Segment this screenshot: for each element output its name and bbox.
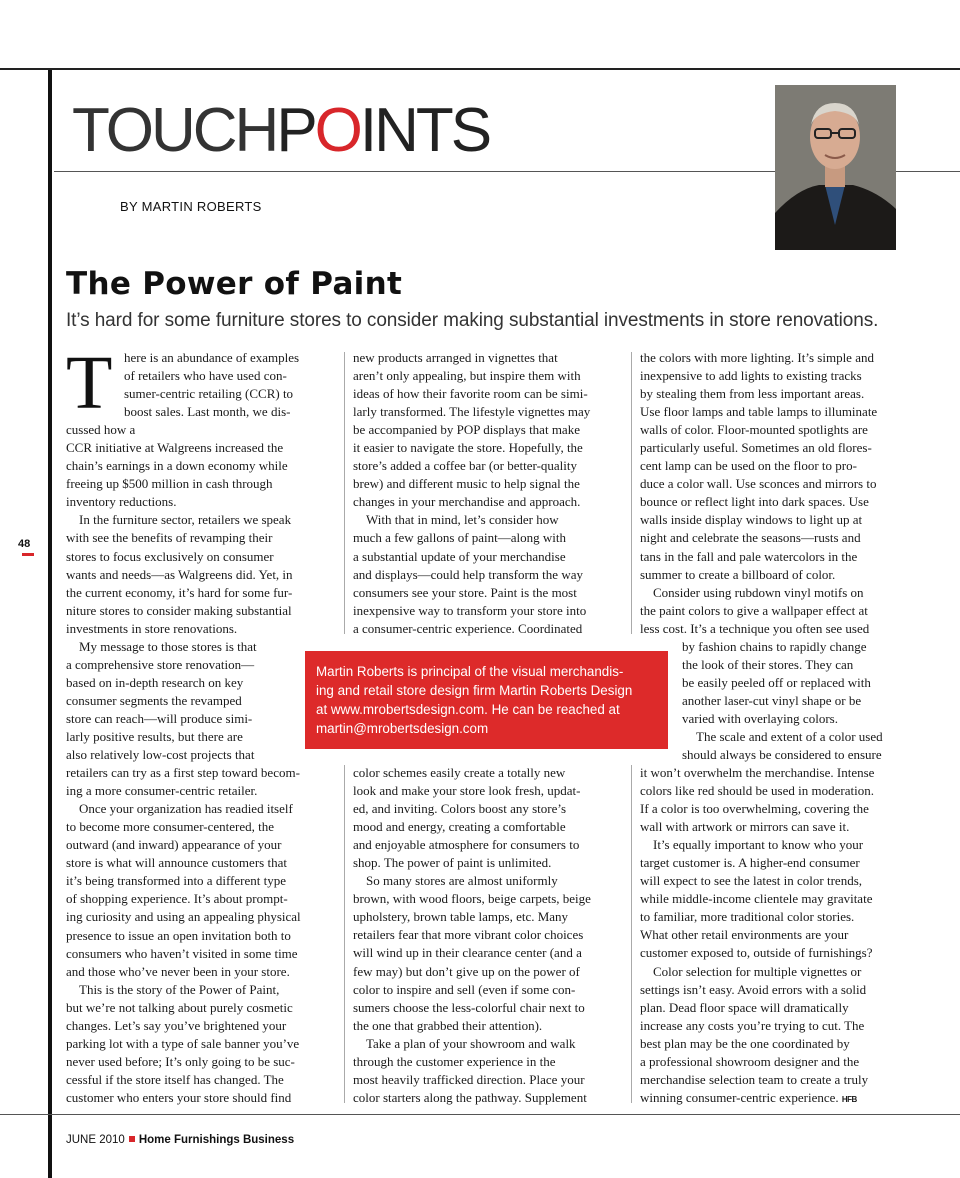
body-line: retailers can try as a first step toward becom- — [66, 765, 300, 781]
body-column-3-top — [640, 349, 910, 764]
body-line: upholstery, brown table lamps, etc. Many — [353, 909, 569, 925]
body-line: plan. Dead floor space will dramatically — [640, 999, 849, 1015]
body-line: cussed how a — [66, 422, 136, 438]
body-line: a substantial update of your merchandise — [353, 548, 566, 564]
body-line: few may) but don’t give up on the power of — [353, 963, 580, 979]
body-line: brew) and different music to help signal the — [353, 476, 580, 492]
callout-text — [316, 662, 632, 738]
column-rule — [631, 352, 632, 634]
page-footer — [66, 1134, 294, 1146]
body-line: here is an abundance of examples — [124, 350, 300, 365]
body-line: This is the story of the Power of Paint, — [79, 981, 280, 997]
body-line: Use floor lamps and table lamps to illuminate — [640, 404, 878, 420]
masthead-part2: P — [276, 96, 315, 165]
body-line: particularly useful. Sometimes an old flores- — [640, 440, 872, 456]
end-mark: HFB — [841, 1094, 857, 1104]
body-line: the look of their stores. They can — [682, 656, 854, 672]
body-column-2-bottom — [353, 764, 623, 1107]
column-rule — [631, 765, 632, 1103]
body-line: changes. Let’s say you’ve brightened your — [66, 1017, 287, 1033]
body-line: the one that grabbed their attention). — [353, 1017, 543, 1033]
column-rule — [344, 352, 345, 634]
body-line: another laser-cut vinyl shape or be — [682, 692, 862, 708]
body-line: The scale and extent of a color used — [696, 728, 883, 744]
body-line: sumers choose the less-colorful chair next to — [353, 999, 585, 1015]
callout-line: ing and retail store design firm Martin Roberts Design — [316, 683, 633, 698]
body-line: sumer-centric retailing (CCR) to — [124, 386, 294, 402]
body-line: but we’re not talking about purely cosmetic — [66, 999, 293, 1015]
body-line: the colors with more lighting. It’s simple and — [640, 350, 874, 365]
body-line: parking lot with a type of sale banner you’ve — [66, 1035, 300, 1051]
body-line: changes in your merchandise and approach. — [353, 494, 581, 510]
masthead-part1: TOUCH — [72, 96, 277, 165]
body-line: CCR initiative at Walgreens increased the — [66, 440, 284, 456]
footer-publication: Home Furnishings Business — [138, 1134, 295, 1146]
body-line: increase any costs you’re trying to cut. The — [640, 1017, 865, 1033]
body-line: ing a more consumer-centric retailer. — [66, 783, 258, 799]
body-line: cessful if the store itself has changed. The — [66, 1071, 284, 1087]
body-line: chain’s earnings in a down economy while — [66, 458, 288, 474]
body-line: larly positive results, but there are — [66, 728, 243, 744]
body-line: brown, with wood floors, beige carpets, beige — [353, 891, 591, 907]
body-line: less cost. It’s a technique you often see used — [640, 620, 870, 636]
callout-line: at www.mrobertsdesign.com. He can be reached at — [316, 702, 620, 717]
body-line: color to inspire and sell (even if some con- — [353, 981, 576, 997]
body-line: store is what will announce customers that — [66, 855, 287, 871]
body-line: niture stores to consider making substantial — [66, 602, 292, 618]
callout-line: martin@mrobertsdesign.com — [316, 721, 489, 736]
body-line: What other retail environments are your — [640, 927, 849, 943]
body-line: freeing up $500 million in cash through — [66, 476, 273, 492]
body-line: colors like red should be used in moderation. — [640, 783, 874, 799]
body-line: bounce or reflect light into dark spaces. Use — [640, 494, 869, 510]
body-line: will expect to see the latest in color trends, — [640, 873, 863, 889]
body-line: It’s equally important to know who your — [653, 837, 864, 853]
body-line: most heavily trafficked direction. Place your — [353, 1071, 585, 1087]
body-line: duce a color wall. Use sconces and mirrors to — [640, 476, 877, 492]
author-bio-callout — [305, 651, 668, 749]
body-line: the current economy, it’s hard for some fur- — [66, 584, 293, 600]
body-line: inventory reductions. — [66, 494, 177, 510]
body-line: Take a plan of your showroom and walk — [366, 1035, 576, 1051]
body-line: also relatively low-cost projects that — [66, 747, 255, 763]
body-line: mood and energy, creating a comfortable — [353, 819, 566, 835]
body-line: best plan may be the one coordinated by — [640, 1035, 850, 1051]
body-line: of shopping experience. It’s about prompt- — [66, 891, 288, 907]
body-line: it won’t overwhelm the merchandise. Intense — [640, 765, 875, 780]
callout-line: Martin Roberts is principal of the visual merchandis- — [316, 664, 624, 679]
body-line: presence to issue an open invitation both to — [66, 927, 291, 943]
body-line: never used before; It’s only going to be suc- — [66, 1053, 295, 1069]
body-line: a comprehensive store renovation— — [66, 656, 255, 672]
body-line: it easier to navigate the store. Hopefully, the — [353, 440, 583, 456]
body-line: Consider using rubdown vinyl motifs on — [653, 584, 864, 600]
body-line: wall with artwork or mirrors can save it. — [640, 819, 850, 835]
body-line: look and make your store look fresh, updat- — [353, 783, 581, 799]
body-line: walls inside display windows to light up at — [640, 512, 863, 528]
page-number: 48 — [18, 538, 31, 550]
footer-square-icon — [129, 1136, 135, 1142]
body-line: shop. The power of paint is unlimited. — [353, 855, 552, 871]
column-rule — [344, 765, 345, 1103]
body-line: store can reach—will produce simi- — [66, 710, 253, 726]
body-line: color schemes easily create a totally new — [353, 765, 566, 780]
body-line: be easily peeled off or replaced with — [682, 674, 871, 690]
body-line: customer exposed to, outside of furnishings? — [640, 945, 873, 961]
body-line: wants and needs—as Walgreens did. Yet, in — [66, 566, 293, 582]
body-line: stores to focus exclusively on consumer — [66, 548, 274, 564]
body-line: ed, and inviting. Colors boost any store’s — [353, 801, 567, 817]
body-line: color starters along the pathway. Supplement — [353, 1089, 587, 1105]
body-line: it’s being transformed into a different type — [66, 873, 286, 889]
body-line: target customer is. A higher-end consumer — [640, 855, 860, 871]
body-line: and enjoyable atmosphere for consumers to — [353, 837, 580, 853]
body-line: inexpensive to add lights to existing tracks — [640, 368, 862, 384]
body-line: Color selection for multiple vignettes or — [653, 963, 862, 979]
body-line: will wind up in their clearance center (and a — [353, 945, 582, 961]
masthead-red-o: O — [314, 96, 360, 165]
body-line: to familiar, more traditional color stories. — [640, 909, 855, 925]
body-line: walls of color. Floor-mounted spotlights are — [640, 422, 868, 438]
body-line: investments in store renovations. — [66, 620, 238, 636]
body-line: through the customer experience in the — [353, 1053, 556, 1069]
article-dek: It’s hard for some furniture stores to consider making substantial investments in store renovations. — [66, 310, 879, 331]
body-line: retailers fear that more vibrant color choices — [353, 927, 584, 943]
body-line: much a few gallons of paint—along with — [353, 530, 567, 546]
body-line: consumer segments the revamped — [66, 692, 242, 708]
body-line: of retailers who have used con- — [124, 368, 287, 384]
body-line: ing curiosity and using an appealing physical — [66, 909, 301, 925]
body-column-3-bottom — [640, 764, 910, 1109]
left-margin-bar — [48, 70, 52, 1178]
body-line: In the furniture sector, retailers we speak — [79, 512, 292, 528]
body-line: to become more consumer-centered, the — [66, 819, 275, 835]
body-line: by fashion chains to rapidly change — [682, 638, 867, 654]
body-line: new products arranged in vignettes that — [353, 350, 558, 365]
body-line: cent lamp can be used on the floor to pro- — [640, 458, 857, 474]
body-line: inexpensive way to transform your store into — [353, 602, 587, 618]
body-line: If a color is too overwhelming, covering the — [640, 801, 869, 817]
body-line: summer to create a billboard of color. — [640, 566, 836, 582]
body-line: settings isn’t easy. Avoid errors with a solid — [640, 981, 867, 997]
body-line: merchandise selection team to create a truly — [640, 1071, 869, 1087]
body-line: With that in mind, let’s consider how — [366, 512, 559, 528]
section-masthead — [72, 96, 489, 166]
body-line-text: winning consumer-centric experience. — [640, 1089, 839, 1105]
body-line: consumers who haven’t visited in some time — [66, 945, 298, 961]
body-line: larly transformed. The lifestyle vignettes may — [353, 404, 591, 420]
body-line: be accompanied by POP displays that make — [353, 422, 580, 438]
body-line: the paint colors to give a wallpaper effect at — [640, 602, 868, 618]
body-line: and those who’ve never been in your store. — [66, 963, 290, 979]
drop-cap: T — [66, 341, 113, 425]
body-line: outward (and inward) appearance of your — [66, 837, 282, 853]
body-line: store’s added a coffee bar (or better-quality — [353, 458, 578, 474]
body-line: based on in-depth research on key — [66, 674, 244, 690]
body-line: and displays—could help transform the way — [353, 566, 583, 582]
body-line: ideas of how their favorite room can be simi- — [353, 386, 588, 402]
body-line-last — [640, 1089, 910, 1109]
top-rule — [0, 68, 960, 70]
body-line: customer who enters your store should find — [66, 1089, 292, 1105]
footer-date: JUNE 2010 — [66, 1134, 125, 1146]
body-line: My message to those stores is that — [79, 638, 257, 654]
byline: BY MARTIN ROBERTS — [120, 199, 262, 214]
body-line: should always be considered to ensure — [682, 747, 882, 763]
body-line: aren’t only appealing, but inspire them with — [353, 368, 581, 384]
body-line: So many stores are almost uniformly — [366, 873, 558, 889]
body-line: boost sales. Last month, we dis- — [124, 404, 291, 420]
body-line: varied with overlaying colors. — [682, 710, 838, 726]
article-title: The Power of Paint — [66, 266, 403, 302]
body-line: by stealing them from less important areas. — [640, 386, 865, 402]
body-line: tans in the fall and pale watercolors in the — [640, 548, 858, 564]
masthead-part3: INTS — [359, 96, 490, 165]
page-number-marker — [22, 553, 34, 556]
author-photo — [775, 85, 896, 250]
body-line: night and celebrate the seasons—rusts and — [640, 530, 861, 546]
body-column-1 — [66, 341, 336, 1107]
body-line: a professional showroom designer and the — [640, 1053, 860, 1069]
body-column-2-top — [353, 349, 623, 638]
footer-rule — [0, 1114, 960, 1115]
body-line: Once your organization has readied itself — [79, 801, 293, 817]
body-line: a consumer-centric experience. Coordinated — [353, 620, 583, 636]
body-line: with see the benefits of revamping their — [66, 530, 273, 546]
body-line: consumers see your store. Paint is the most — [353, 584, 577, 600]
body-line: while middle-income clientele may gravitate — [640, 891, 873, 907]
